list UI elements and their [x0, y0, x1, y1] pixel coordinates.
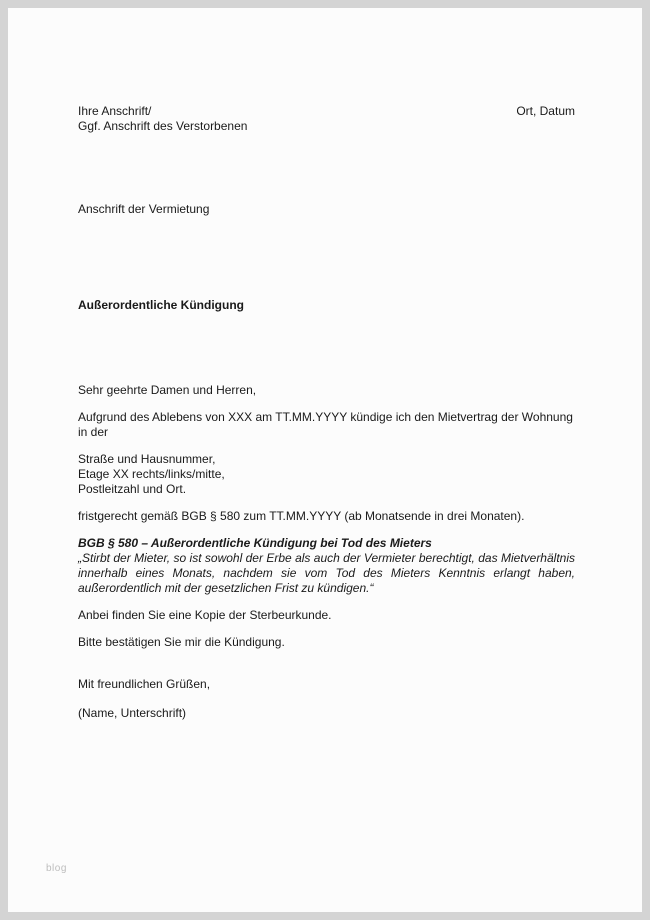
sender-line-1: Ihre Anschrift/	[78, 104, 152, 118]
law-citation-quote: „Stirbt der Mieter, so ist sowohl der Erbe als auch der Vermieter berechtigt, das Mietverhältnis innerhalb eines Monats, nachdem sie vom Tod des Mieters Kenntnis erlangt haben, außerordentlich mit der gesetzlichen Frist zu kündigen.“	[78, 551, 575, 595]
closing-phrase: Mit freundlichen Grüßen,	[78, 677, 211, 691]
sender-address-block	[78, 104, 247, 134]
place-date-line: Ort, Datum	[516, 104, 575, 118]
salutation: Sehr geehrte Damen und Herren,	[78, 383, 257, 397]
paragraph-confirm: Bitte bestätigen Sie mir die Kündigung.	[78, 635, 285, 649]
apartment-address-line-2: Etage XX rechts/links/mitte,	[78, 467, 225, 481]
letter-header	[78, 104, 575, 134]
paragraph-intro: Aufgrund des Ablebens von XXX am TT.MM.YYYY kündige ich den Mietvertrag der Wohnung in der	[78, 410, 573, 439]
sender-line-2: Ggf. Anschrift des Verstorbenen	[78, 119, 248, 133]
subject-line: Außerordentliche Kündigung	[78, 298, 244, 312]
signature-placeholder: (Name, Unterschrift)	[78, 706, 187, 720]
paragraph-deadline: fristgerecht gemäß BGB § 580 zum TT.MM.YYYY (ab Monatsende in drei Monaten).	[78, 509, 525, 523]
letter-page	[8, 8, 642, 912]
apartment-address-line-3: Postleitzahl und Ort.	[78, 482, 187, 496]
recipient-address: Anschrift der Vermietung	[78, 202, 210, 216]
watermark-text: blog	[46, 863, 67, 874]
law-citation-heading: BGB § 580 – Außerordentliche Kündigung bei Tod des Mieters	[78, 536, 432, 550]
apartment-address-block	[78, 452, 575, 497]
paragraph-attachment: Anbei finden Sie eine Kopie der Sterbeurkunde.	[78, 608, 332, 622]
apartment-address-line-1: Straße und Hausnummer,	[78, 452, 216, 466]
letter-content	[8, 8, 642, 721]
